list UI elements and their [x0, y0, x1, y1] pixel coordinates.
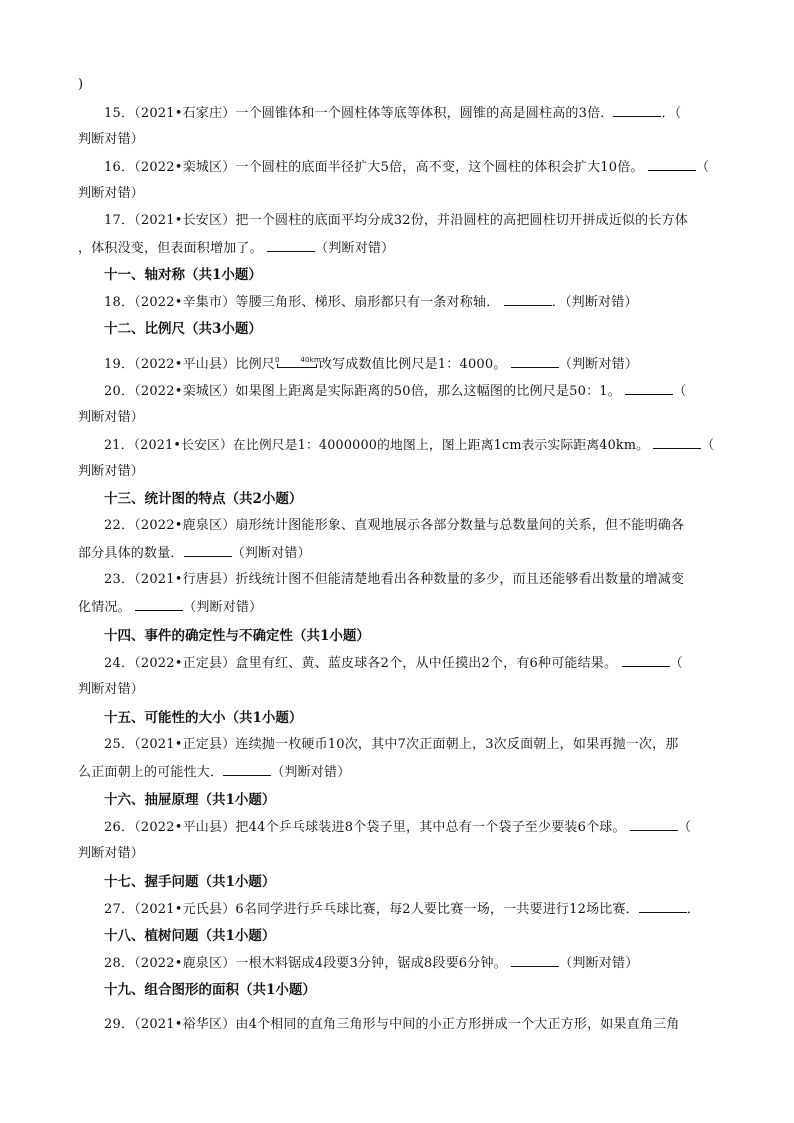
- question-17: 17．（2021•长安区）把一个圆柱的底面平均分成32份，并沿圆柱的高把圆柱切开拼成近似的长方体: [104, 213, 688, 228]
- question-21-text: 21．（2021•长安区）在比例尺是1：4000000的地图上，图上距离1cm表示实际距离40km。: [104, 438, 650, 453]
- question-15-suffix: ．（: [661, 106, 682, 121]
- question-15-text: 15．（2021•石家庄）一个圆锥体和一个圆柱体等底等体积，圆锥的高是圆柱高的3倍．: [104, 106, 614, 121]
- question-23-suffix: （判断对错）: [183, 600, 263, 615]
- question-26-tail: 判断对错）: [78, 846, 145, 861]
- question-22-suffix: （判断对错）: [231, 546, 311, 561]
- question-25: 25．（2021•正定县）连续抛一枚硬币10次，其中7次正面朝上，3次反面朝上，如果再抛一次，那: [104, 737, 679, 752]
- question-25-suffix: （判断对错）: [271, 765, 351, 780]
- line-scale-figure: [275, 355, 319, 371]
- question-24: [78, 654, 718, 673]
- section-heading-14: 十四、事件的确定性与不确定性（共1小题）: [104, 628, 370, 644]
- section-heading-17: 十七、握手问题（共1小题）: [104, 874, 276, 890]
- question-17-text: ，体积没变，但表面积增加了。: [78, 241, 263, 256]
- question-17-cont: [78, 239, 718, 258]
- question-19-text: 19．（2022•平山县）比例尺: [104, 357, 275, 372]
- answer-blank[interactable]: [613, 104, 661, 117]
- question-17-suffix: （判断对错）: [315, 241, 395, 256]
- question-16-tail: 判断对错）: [78, 186, 145, 201]
- question-16-text: 16．（2022•栾城区）一个圆柱的底面半径扩大5倍，高不变，这个圆柱的体积会扩大10倍。: [104, 160, 644, 175]
- question-27-text: 27．（2021•元氏县）6名同学进行乒乓球比赛，每2人要比赛一场，一共要进行12场比赛．: [104, 902, 639, 917]
- question-28-suffix: （判断对错）: [559, 956, 639, 971]
- question-21: [78, 436, 718, 455]
- section-heading-12: 十二、比例尺（共3小题）: [104, 321, 262, 337]
- section-heading-13: 十三、统计图的特点（共2小题）: [104, 491, 303, 507]
- answer-blank[interactable]: [653, 436, 701, 449]
- question-20-suffix: （: [673, 384, 687, 399]
- question-19-text-2: 改写成数值比例尺是1：4000。: [319, 357, 507, 372]
- question-16-suffix: （: [695, 160, 710, 175]
- question-23-cont: [78, 598, 718, 617]
- section-heading-18: 十八、植树问题（共1小题）: [104, 928, 276, 944]
- question-20-tail: 判断对错）: [78, 410, 145, 425]
- question-19-suffix: （判断对错）: [558, 357, 639, 372]
- question-18-text: 18．（2022•辛集市）等腰三角形、梯形、扇形都只有一条对称轴．: [104, 295, 500, 310]
- section-heading-19: 十九、组合图形的面积（共1小题）: [104, 982, 316, 998]
- answer-blank[interactable]: [267, 239, 315, 252]
- answer-blank[interactable]: [511, 355, 559, 368]
- section-heading-15: 十五、可能性的大小（共1小题）: [104, 710, 303, 726]
- question-16: [78, 158, 718, 177]
- answer-blank[interactable]: [184, 544, 232, 557]
- question-28: [78, 954, 718, 973]
- question-15: [78, 104, 718, 123]
- section-heading-16: 十六、抽屉原理（共1小题）: [104, 792, 276, 808]
- question-28-text: 28．（2022•鹿泉区）一根木料锯成4段要3分钟，锯成8段要6分钟。: [104, 956, 507, 971]
- question-18-suffix: ．（判断对错）: [551, 295, 638, 310]
- scale-zero-label: 0: [275, 356, 280, 364]
- answer-blank[interactable]: [648, 158, 696, 171]
- question-26: [78, 818, 718, 837]
- answer-blank[interactable]: [622, 654, 670, 667]
- question-24-tail: 判断对错）: [78, 682, 145, 697]
- answer-blank[interactable]: [630, 818, 678, 831]
- question-29: 29．（2021•裕华区）由4个相同的直角三角形与中间的小正方形拼成一个大正方形，如果直角三角: [104, 1017, 680, 1032]
- question-18: [78, 293, 718, 312]
- question-22-text: 部分具体的数量．: [78, 546, 184, 561]
- answer-blank[interactable]: [223, 763, 271, 776]
- question-20-text: 20．（2022•栾城区）如果图上距离是实际距离的50倍，那么这幅图的比例尺是50：1。: [104, 384, 621, 399]
- question-19: [78, 355, 718, 374]
- question-22-cont: [78, 544, 718, 563]
- continuation-paren: ): [78, 77, 84, 92]
- question-24-text: 24．（2022•正定县）盒里有红、黄、蓝皮球各2个，从中任摸出2个，有6种可能结果。: [104, 656, 618, 671]
- question-22: 22．（2022•鹿泉区）扇形统计图能形象、直观地展示各部分数量与总数量间的关系，但不能明确各: [104, 518, 685, 533]
- question-23: 23．（2021•行唐县）折线统计图不但能清楚地看出各种数量的多少，而且还能够看出数量的增减变: [104, 572, 685, 587]
- question-15-tail: 判断对错）: [78, 132, 145, 147]
- question-27-suffix: ．: [686, 902, 701, 917]
- question-21-suffix: （: [701, 438, 715, 453]
- question-25-cont: [78, 763, 718, 782]
- question-24-suffix: （: [669, 656, 683, 671]
- question-27: [78, 900, 718, 919]
- section-heading-11: 十一、轴对称（共1小题）: [104, 267, 262, 283]
- question-26-suffix: （: [678, 820, 692, 835]
- question-23-text: 化情况。: [78, 600, 131, 615]
- question-21-tail: 判断对错）: [78, 464, 145, 479]
- answer-blank[interactable]: [639, 900, 687, 913]
- answer-blank[interactable]: [504, 293, 552, 306]
- question-20: [78, 382, 718, 401]
- answer-blank[interactable]: [511, 954, 559, 967]
- answer-blank[interactable]: [135, 598, 183, 611]
- answer-blank[interactable]: [625, 382, 673, 395]
- question-26-text: 26．（2022•平山县）把44个乒乓球装进8个袋子里，其中总有一个袋子至少要装6个球。: [104, 820, 626, 835]
- scale-km-label: 40km: [300, 356, 321, 364]
- question-25-text: 么正面朝上的可能性大．: [78, 765, 224, 780]
